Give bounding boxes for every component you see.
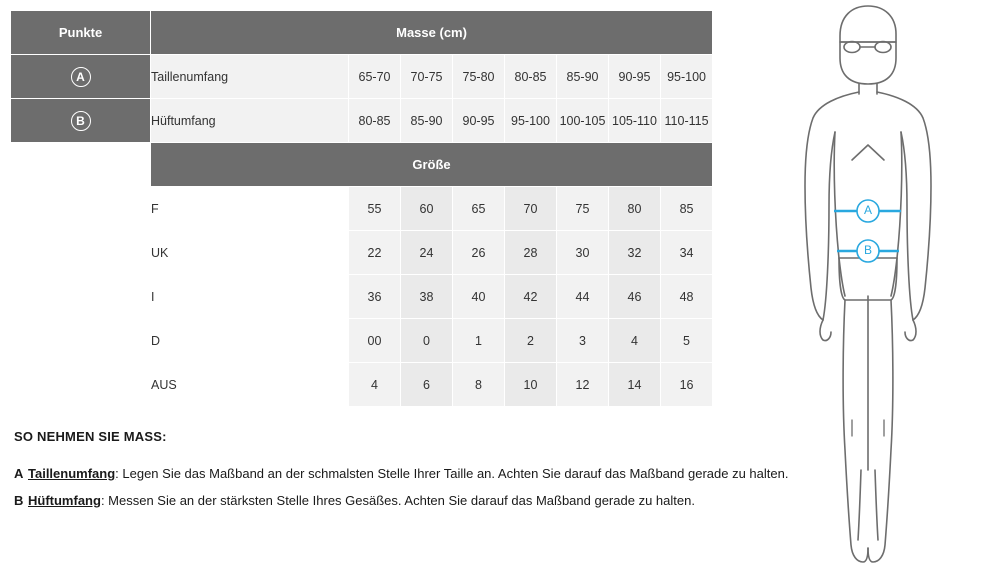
table-row — [11, 275, 713, 319]
measure-value: 80-85 — [349, 99, 401, 143]
instruction-body: : Messen Sie an der stärksten Stelle Ihres Gesäßes. Achten Sie darauf das Maßband gerade zu halten. — [100, 492, 695, 508]
size-value: 6 — [401, 363, 453, 407]
size-value: 34 — [661, 231, 713, 275]
measure-value: 80-85 — [505, 55, 557, 99]
figure-marker-label-a: A — [864, 203, 873, 217]
size-value: 36 — [349, 275, 401, 319]
size-value: 24 — [401, 231, 453, 275]
size-value: 10 — [505, 363, 557, 407]
spacer-cell — [11, 319, 151, 363]
measure-value: 100-105 — [557, 99, 609, 143]
table-row — [11, 231, 713, 275]
size-value: 48 — [661, 275, 713, 319]
size-system-name: F — [151, 187, 349, 231]
measure-value: 85-90 — [401, 99, 453, 143]
size-value: 22 — [349, 231, 401, 275]
measure-value: 85-90 — [557, 55, 609, 99]
instruction-key: B — [14, 492, 24, 508]
instruction-body: : Legen Sie das Maßband an der schmalsten Stelle Ihrer Taille an. Achten Sie darauf das Maßband gerade zu halten. — [115, 465, 789, 481]
measure-value: 95-100 — [505, 99, 557, 143]
size-system-name: AUS — [151, 363, 349, 407]
measure-header: Masse (cm) — [151, 11, 713, 55]
spacer-cell — [11, 143, 151, 187]
measure-value: 110-115 — [661, 99, 713, 143]
instruction-item-b — [14, 492, 834, 511]
measure-name-a: Taillenumfang — [151, 55, 349, 99]
size-value: 2 — [505, 319, 557, 363]
measure-name-b: Hüftumfang — [151, 99, 349, 143]
table-row — [11, 187, 713, 231]
instruction-term: Taillenumfang — [28, 465, 116, 481]
size-value: 8 — [453, 363, 505, 407]
size-value: 26 — [453, 231, 505, 275]
size-value: 32 — [609, 231, 661, 275]
instruction-key: A — [14, 465, 24, 481]
table-row — [11, 363, 713, 407]
size-system-name: UK — [151, 231, 349, 275]
size-value: 4 — [349, 363, 401, 407]
size-value: 3 — [557, 319, 609, 363]
size-value: 46 — [609, 275, 661, 319]
measure-value: 95-100 — [661, 55, 713, 99]
table-row — [11, 55, 713, 99]
size-value: 00 — [349, 319, 401, 363]
figure-marker-label-b: B — [864, 243, 873, 257]
size-table-container — [10, 10, 712, 407]
chest-chevron — [852, 145, 884, 160]
size-value: 16 — [661, 363, 713, 407]
size-value: 42 — [505, 275, 557, 319]
points-header: Punkte — [11, 11, 151, 55]
spacer-cell — [11, 231, 151, 275]
size-value: 70 — [505, 187, 557, 231]
goggles-icon — [844, 42, 891, 53]
size-value: 60 — [401, 187, 453, 231]
instruction-text — [28, 492, 834, 511]
point-badge-b: B — [71, 111, 91, 131]
size-value: 14 — [609, 363, 661, 407]
size-table — [10, 10, 713, 407]
table-row — [11, 99, 713, 143]
size-value: 28 — [505, 231, 557, 275]
body-figure — [735, 0, 985, 587]
table-row — [11, 319, 713, 363]
instructions-block — [14, 428, 834, 519]
measure-value: 75-80 — [453, 55, 505, 99]
measure-value: 90-95 — [609, 55, 661, 99]
size-system-name: I — [151, 275, 349, 319]
size-system-name: D — [151, 319, 349, 363]
size-header: Größe — [151, 143, 713, 187]
instruction-text — [28, 465, 834, 484]
size-value: 38 — [401, 275, 453, 319]
size-value: 5 — [661, 319, 713, 363]
size-value: 80 — [609, 187, 661, 231]
male-body-diagram-svg — [735, 0, 985, 587]
swim-cap-icon — [840, 6, 896, 42]
size-value: 44 — [557, 275, 609, 319]
measure-value: 70-75 — [401, 55, 453, 99]
instruction-item-a — [14, 465, 834, 484]
point-badge-a: A — [71, 67, 91, 87]
size-value: 85 — [661, 187, 713, 231]
table-header-row — [11, 11, 713, 55]
size-value: 4 — [609, 319, 661, 363]
spacer-cell — [11, 275, 151, 319]
spacer-cell — [11, 363, 151, 407]
size-value: 75 — [557, 187, 609, 231]
instructions-title: SO NEHMEN SIE MASS: — [14, 429, 167, 444]
size-value: 55 — [349, 187, 401, 231]
measure-value: 90-95 — [453, 99, 505, 143]
size-value: 0 — [401, 319, 453, 363]
size-value: 65 — [453, 187, 505, 231]
size-value: 40 — [453, 275, 505, 319]
size-value: 1 — [453, 319, 505, 363]
size-header-row — [11, 143, 713, 187]
measure-value: 65-70 — [349, 55, 401, 99]
instruction-term: Hüftumfang — [28, 492, 101, 508]
size-value: 30 — [557, 231, 609, 275]
point-cell-a — [11, 55, 151, 99]
measure-value: 105-110 — [609, 99, 661, 143]
size-value: 12 — [557, 363, 609, 407]
head-shape — [840, 42, 896, 84]
point-cell-b — [11, 99, 151, 143]
spacer-cell — [11, 187, 151, 231]
